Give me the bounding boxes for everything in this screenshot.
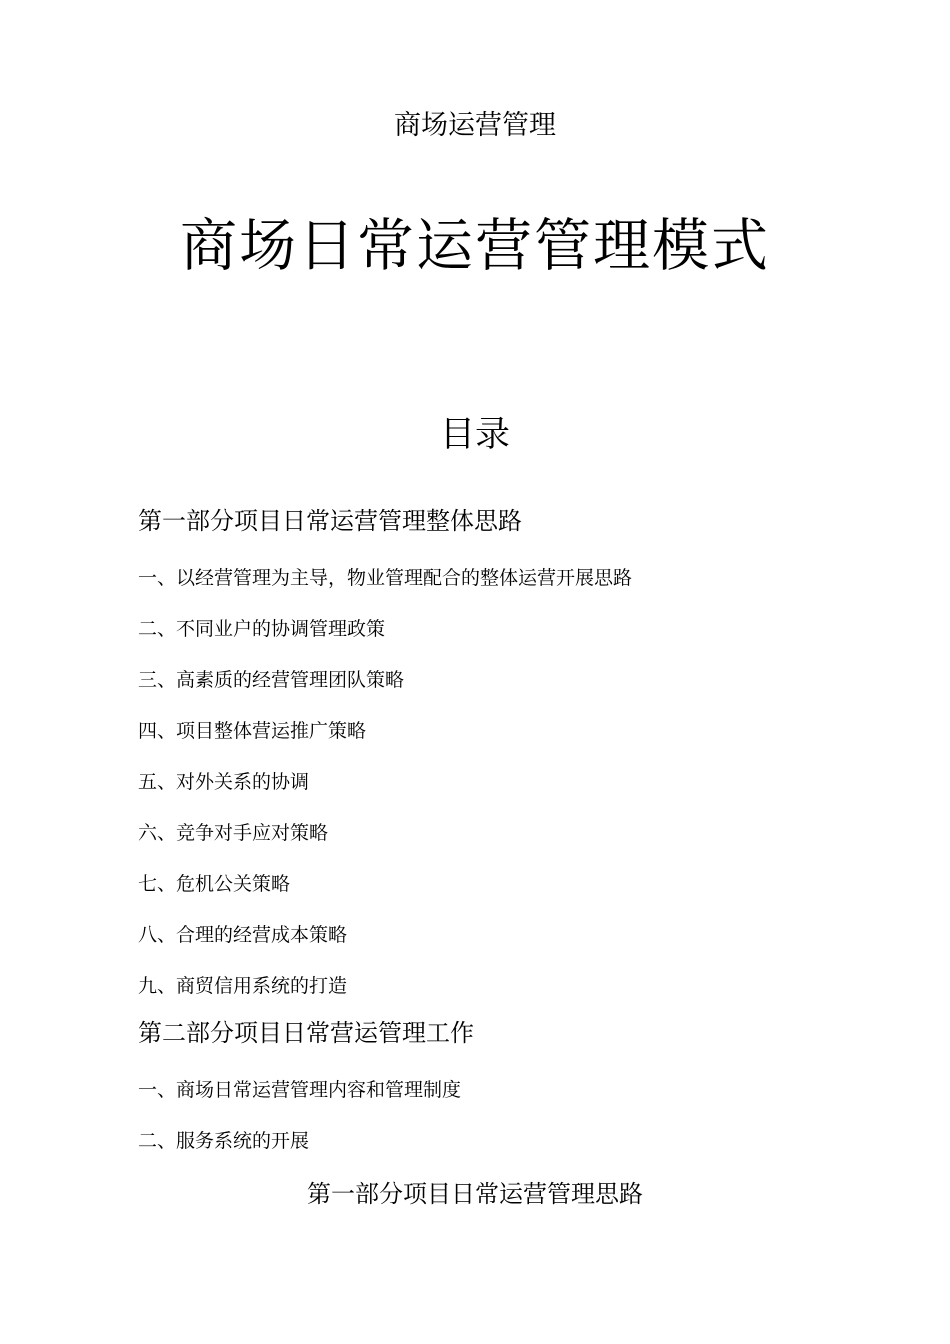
toc-item: 八、合理的经营成本策略 <box>138 924 348 946</box>
toc-part-1-title: 第一部分项目日常运营管理整体思路 <box>138 507 522 535</box>
toc-item: 六、竞争对手应对策略 <box>138 822 329 844</box>
section-title: 第一部分项目日常运营管理思路 <box>307 1180 643 1208</box>
toc-item: 五、对外关系的协调 <box>138 771 310 793</box>
toc-item: 三、高素质的经营管理团队策略 <box>138 669 405 691</box>
toc-heading: 目录 <box>439 415 510 455</box>
toc-item: 七、危机公关策略 <box>138 873 291 895</box>
main-title: 商场日常运营管理模式 <box>180 213 770 279</box>
toc-item: 四、项目整体营运推广策略 <box>138 720 367 742</box>
toc-item: 二、不同业户的协调管理政策 <box>138 618 386 640</box>
toc-part-2-title: 第二部分项目日常营运管理工作 <box>138 1019 474 1047</box>
header-title: 商场运营管理 <box>394 110 556 141</box>
toc-item: 二、服务系统的开展 <box>138 1130 310 1152</box>
toc-item: 一、商场日常运营管理内容和管理制度 <box>138 1079 462 1101</box>
toc-item: 一、以经营管理为主导，物业管理配合的整体运营开展思路 <box>138 567 633 589</box>
toc-item: 九、商贸信用系统的打造 <box>138 975 348 997</box>
